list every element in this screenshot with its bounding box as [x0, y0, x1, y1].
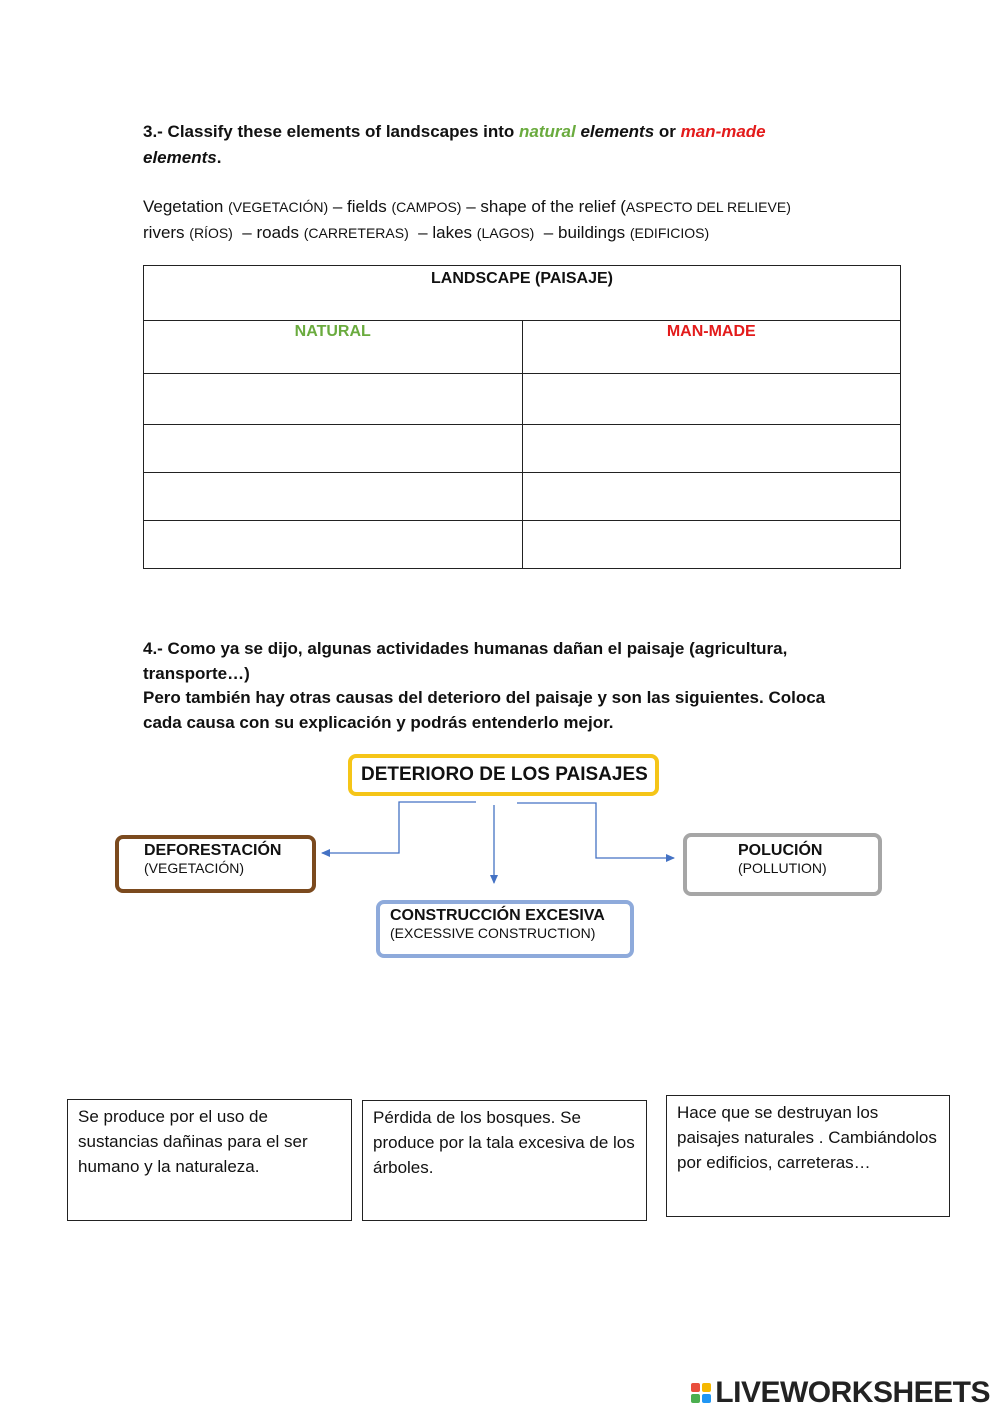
- q3-elements-1: elements: [575, 122, 655, 141]
- element-translation: ASPECTO DEL RELIEVE): [625, 199, 791, 215]
- polucion-title: POLUCIÓN: [738, 842, 823, 859]
- q3-natural-word: natural: [519, 122, 576, 141]
- logo-mark-icon: [691, 1383, 711, 1403]
- element-translation: (EDIFICIOS): [629, 225, 710, 241]
- deforestacion-node: [115, 835, 316, 893]
- element-translation: (LAGOS): [476, 225, 535, 241]
- arrow-to-polucion: [517, 803, 674, 858]
- element-word: – lakes: [408, 223, 477, 242]
- root-node-title: DETERIORO DE LOS PAISAJES: [361, 764, 648, 785]
- construccion-title: CONSTRUCCIÓN EXCESIVA: [390, 907, 605, 924]
- q3-or: or: [654, 122, 681, 141]
- q4-line: Pero también hay otras causas del deterioro del paisaje y son las siguientes. Coloca: [143, 688, 826, 707]
- table-title: LANDSCAPE (PAISAJE): [144, 266, 901, 321]
- element-translation: (CAMPOS): [391, 199, 462, 215]
- polucion-subtitle: (POLLUTION): [738, 860, 827, 876]
- q3-manmade-word: man-made: [680, 122, 766, 141]
- q3-elements-2: elements: [143, 148, 217, 167]
- construccion-node: [376, 900, 634, 958]
- element-word: – roads: [232, 223, 304, 242]
- explanation-text: Hace que se destruyan los paisajes naturales . Cambiándolos por edificios, carreteras…: [677, 1103, 937, 1172]
- explanation-text: Pérdida de los bosques. Se produce por la tala excesiva de los árboles.: [373, 1108, 635, 1177]
- element-word: rivers: [143, 223, 190, 242]
- q4-line: 4.- Como ya se dijo, algunas actividades humanas dañan el paisaje (agricultura,: [143, 639, 788, 658]
- column-header-natural: NATURAL: [144, 321, 523, 374]
- column-header-manmade: MAN-MADE: [522, 321, 901, 374]
- explanation-box-1[interactable]: [67, 1099, 352, 1221]
- element-word: – fields: [328, 197, 392, 216]
- q3-prefix: 3.- Classify these elements of landscapes into: [143, 122, 520, 141]
- element-translation: (RÍOS): [189, 225, 233, 241]
- element-word: – shape of the relief (: [461, 197, 626, 216]
- element-translation: (VEGETACIÓN): [228, 199, 329, 215]
- q3-period: .: [216, 148, 222, 167]
- arrow-to-deforestacion: [322, 802, 476, 853]
- logo-text: LIVEWORKSHEETS: [715, 1376, 990, 1409]
- liveworksheets-logo: [691, 1376, 990, 1410]
- polucion-node: [683, 833, 882, 896]
- explanation-box-2[interactable]: [362, 1100, 647, 1221]
- element-word: Vegetation: [143, 197, 229, 216]
- q4-line: transporte…): [143, 663, 250, 683]
- deforestacion-subtitle: (VEGETACIÓN): [144, 860, 245, 876]
- explanation-text: Se produce por el uso de sustancias dañinas para el ser humano y la naturaleza.: [78, 1107, 308, 1176]
- construccion-subtitle: (EXCESSIVE CONSTRUCTION): [390, 925, 596, 941]
- element-translation: (CARRETERAS): [303, 225, 409, 241]
- explanation-box-3[interactable]: [666, 1095, 950, 1217]
- root-node: [348, 754, 659, 796]
- q4-line: cada causa con su explicación y podrás entenderlo mejor.: [143, 712, 614, 732]
- element-word: – buildings: [534, 223, 630, 242]
- deforestacion-title: DEFORESTACIÓN: [144, 842, 282, 859]
